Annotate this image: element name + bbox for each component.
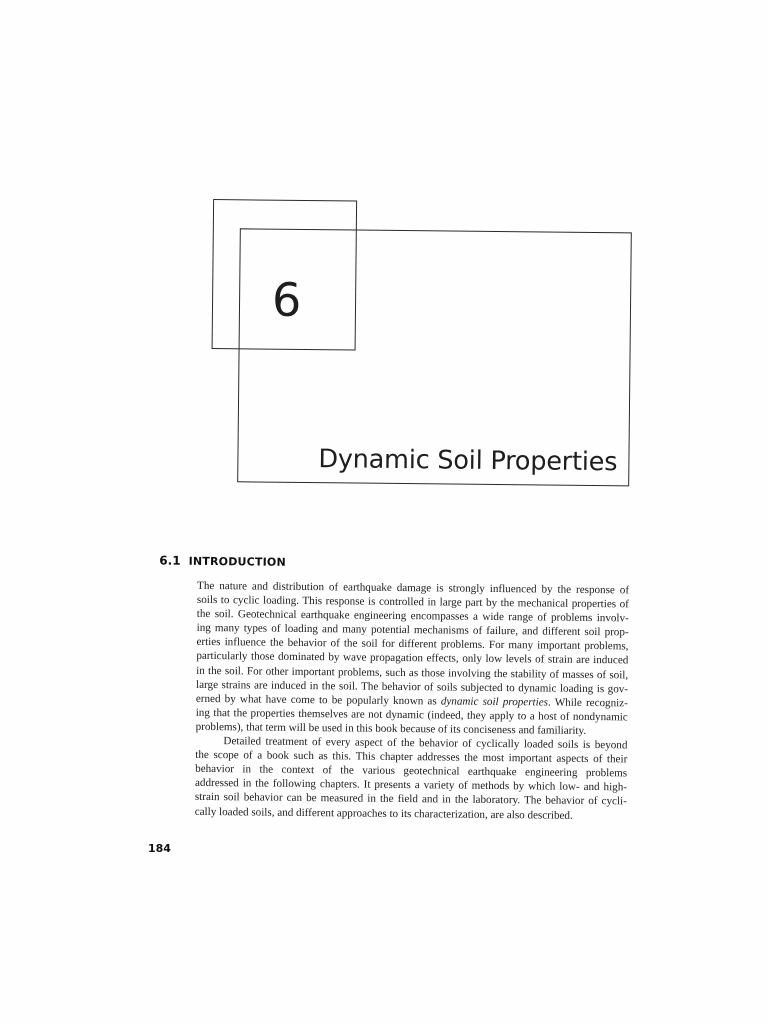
text-line: the soil. Geotechnical earthquake engineering encompasses a wide range of problems involv- — [196, 608, 629, 625]
section-heading — [159, 553, 286, 568]
page-number: 184 — [148, 842, 171, 855]
text-line: large strains are induced in the soil. The behavior of soils subjected to dynamic loading is gov- — [195, 678, 629, 696]
text-line: the scope of a book such as this. This chapter addresses the most important aspects of their — [195, 748, 628, 766]
text-line: problems), that term will be used in this book because of its conciseness and familiarity. — [195, 720, 587, 737]
text-line: in the soil. For other important problems, such as those involving the stability of masses of soil, — [196, 664, 629, 681]
text-line: strain soil behavior can be measured in the field and in the laboratory. The behavior of cycli- — [194, 791, 627, 808]
text-line: ing many types of loading and many potential mechanisms of failure, and different soil prop- — [196, 622, 629, 639]
section-title: INTRODUCTION — [188, 554, 287, 569]
text-line: particularly those dominated by wave propagation effects, only low levels of strain are induced — [196, 650, 629, 667]
chapter-title: Dynamic Soil Properties — [318, 444, 618, 478]
italic-term: dynamic soil properties — [440, 695, 549, 709]
text-segment: erned by what have come to be popularly known as — [195, 692, 437, 708]
body-text — [195, 579, 629, 823]
text-line: addressed in the following chapters. It presents a variety of methods by which low- and high- — [194, 777, 628, 794]
text-line: cally loaded soils, and different approaches to its characterization, are also described. — [194, 805, 573, 822]
text-segment: . While recogniz- — [547, 696, 628, 710]
text-line: Detailed treatment of every aspect of the behavior of cyclically loaded soils is beyond — [223, 735, 628, 752]
text-line: The nature and distribution of earthquake damage is strongly influenced by the response of — [197, 579, 630, 597]
chapter-number: 6 — [271, 272, 302, 327]
section-number: 6.1 — [159, 553, 181, 568]
text-line: soils to cyclic loading. This response is controlled in large part by the mechanical properties of — [196, 593, 629, 611]
text-line: behavior in the context of the various geotechnical earthquake engineering problems — [195, 763, 628, 780]
text-line: ing that the properties themselves are not dynamic (indeed, they apply to a host of nondynamic — [195, 706, 628, 724]
text-line: erties influence the behavior of the soil for different problems. For many important problems, — [196, 636, 629, 653]
